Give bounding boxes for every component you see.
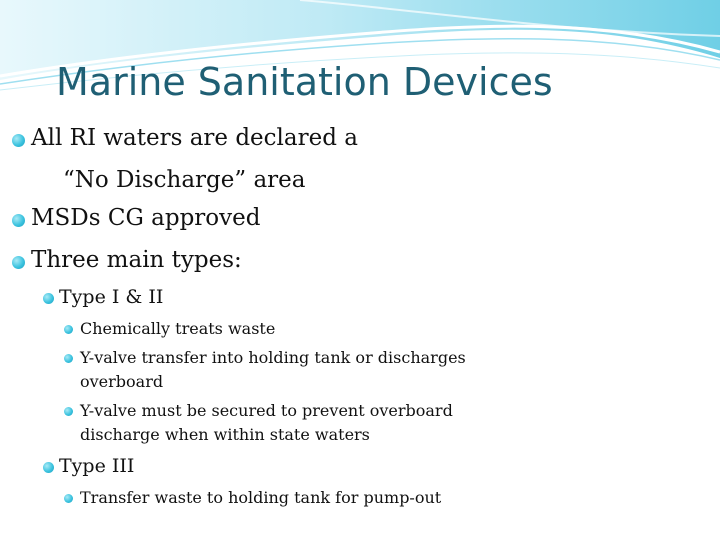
bullet-rI-waters-line2: “No Discharge” area	[63, 167, 306, 193]
bullet-dot-icon	[12, 214, 25, 227]
bullet-dot-icon	[64, 354, 73, 363]
bullet-y-valve-transfer-line2: overboard	[80, 372, 164, 391]
bullet-dot-icon	[64, 407, 73, 416]
bullet-three-types: Three main types:	[31, 247, 242, 273]
bullet-dot-icon	[12, 134, 25, 147]
bullet-y-valve-transfer-line1: Y-valve transfer into holding tank or discharges	[80, 348, 466, 367]
bullet-chemically-treats: Chemically treats waste	[80, 319, 276, 338]
bullet-type-iii: Type III	[59, 455, 135, 477]
slide-title: Marine Sanitation Devices	[56, 60, 553, 104]
bullet-dot-icon	[43, 293, 54, 304]
bullet-msds: MSDs CG approved	[31, 205, 261, 231]
bullet-dot-icon	[64, 494, 73, 503]
bullet-y-valve-secured-line2: discharge when within state waters	[80, 425, 370, 444]
bullet-rI-waters-line1: All RI waters are declared a	[31, 125, 358, 151]
bullet-transfer-waste: Transfer waste to holding tank for pump-out	[80, 488, 442, 507]
bullet-dot-icon	[64, 325, 73, 334]
bullet-dot-icon	[43, 462, 54, 473]
bullet-y-valve-secured-line1: Y-valve must be secured to prevent overboard	[80, 401, 453, 420]
bullet-type-i-ii: Type I & II	[59, 286, 164, 308]
bullet-dot-icon	[12, 256, 25, 269]
